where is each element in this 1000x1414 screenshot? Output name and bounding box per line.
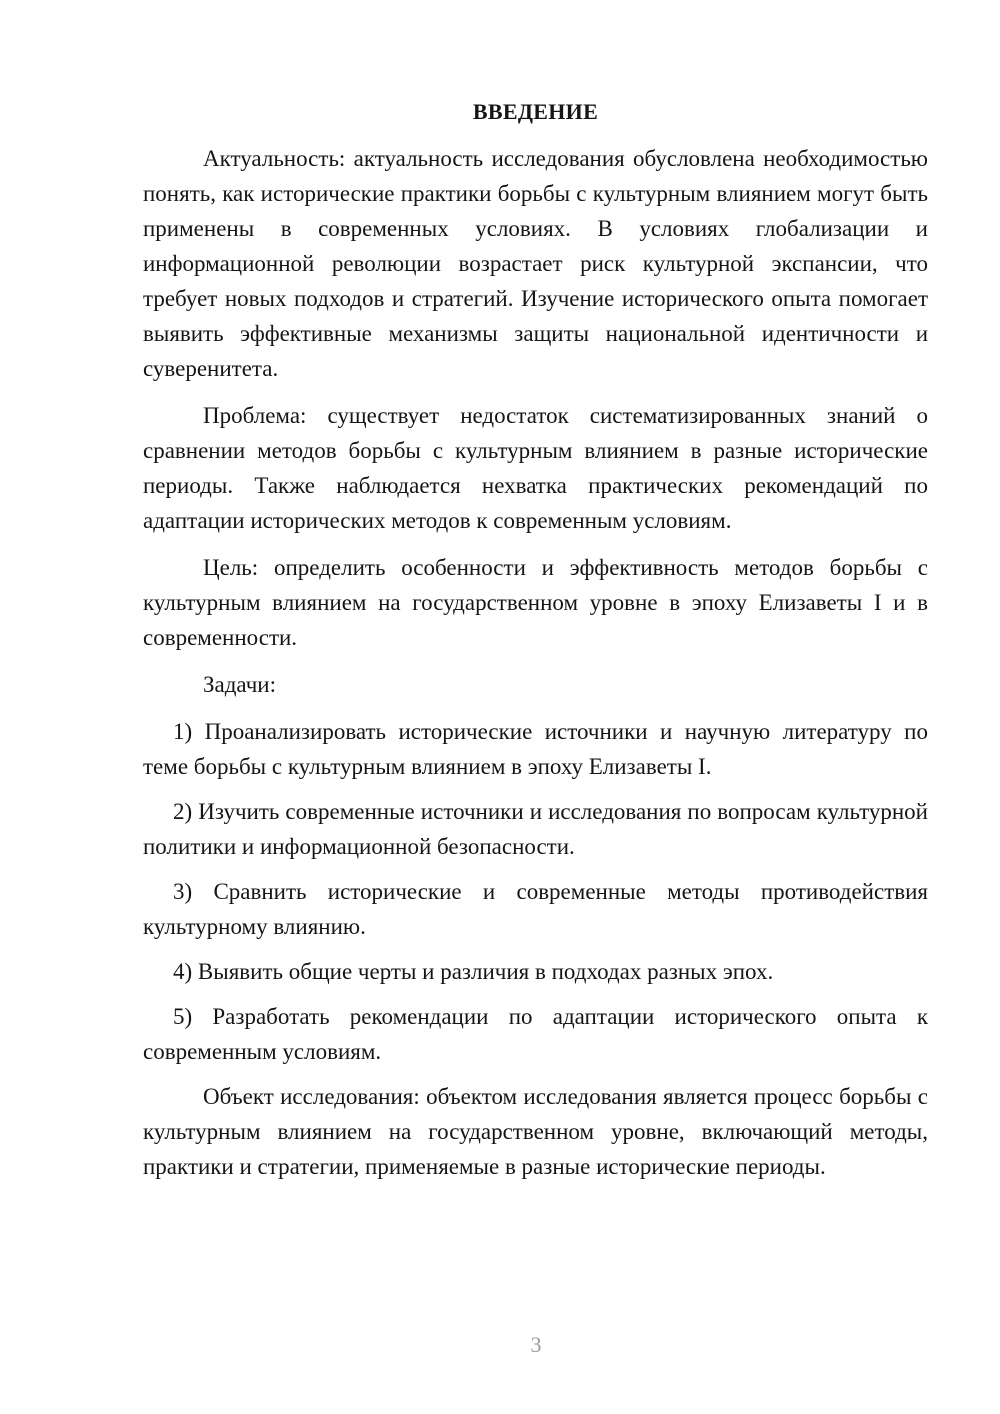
task-item-4: 4) Выявить общие черты и различия в подходах разных эпох. — [173, 959, 774, 984]
task-item-3: 3) Сравнить исторические и современные методы противодействия культурному влиянию. — [143, 879, 928, 939]
problem-paragraph: Проблема: существует недостаток систематизированных знаний о сравнении методов борьбы с культурным влиянием в разные исторические периоды. Также наблюдается нехватка практических рекомендаций по адаптации исторических методов к современным условиям. — [143, 403, 928, 533]
page-content — [143, 94, 928, 1196]
task-item-5: 5) Разработать рекомендации по адаптации исторического опыта к современным условиям. — [143, 1004, 928, 1064]
task-item-2: 2) Изучить современные источники и исследования по вопросам культурной политики и информационной безопасности. — [143, 799, 928, 859]
page-number: 3 — [530, 1332, 542, 1357]
task-item-1: 1) Проанализировать исторические источники и научную литературу по теме борьбы с культурным влиянием в эпоху Елизаветы I. — [143, 719, 928, 779]
goal-paragraph: Цель: определить особенности и эффективность методов борьбы с культурным влиянием на государственном уровне в эпоху Елизаветы I и в современности. — [143, 555, 928, 650]
relevance-paragraph: Актуальность: актуальность исследования обусловлена необходимостью понять, как исторические практики борьбы с культурным влиянием могут быть применены в современных условиях. В условиях глобализации и информационной революции возрастает риск культурной экспансии, что требует новых подходов и стратегий. Изучение исторического опыта помогает выявить эффективные механизмы защиты национальной идентичности и суверенитета. — [143, 146, 928, 381]
tasks-label: Задачи: — [203, 672, 276, 697]
object-paragraph: Объект исследования: объектом исследования является процесс борьбы с культурным влиянием на государственном уровне, включающий методы, практики и стратегии, применяемые в разные исторические периоды. — [143, 1084, 928, 1179]
section-heading: ВВЕДЕНИЕ — [472, 99, 599, 124]
